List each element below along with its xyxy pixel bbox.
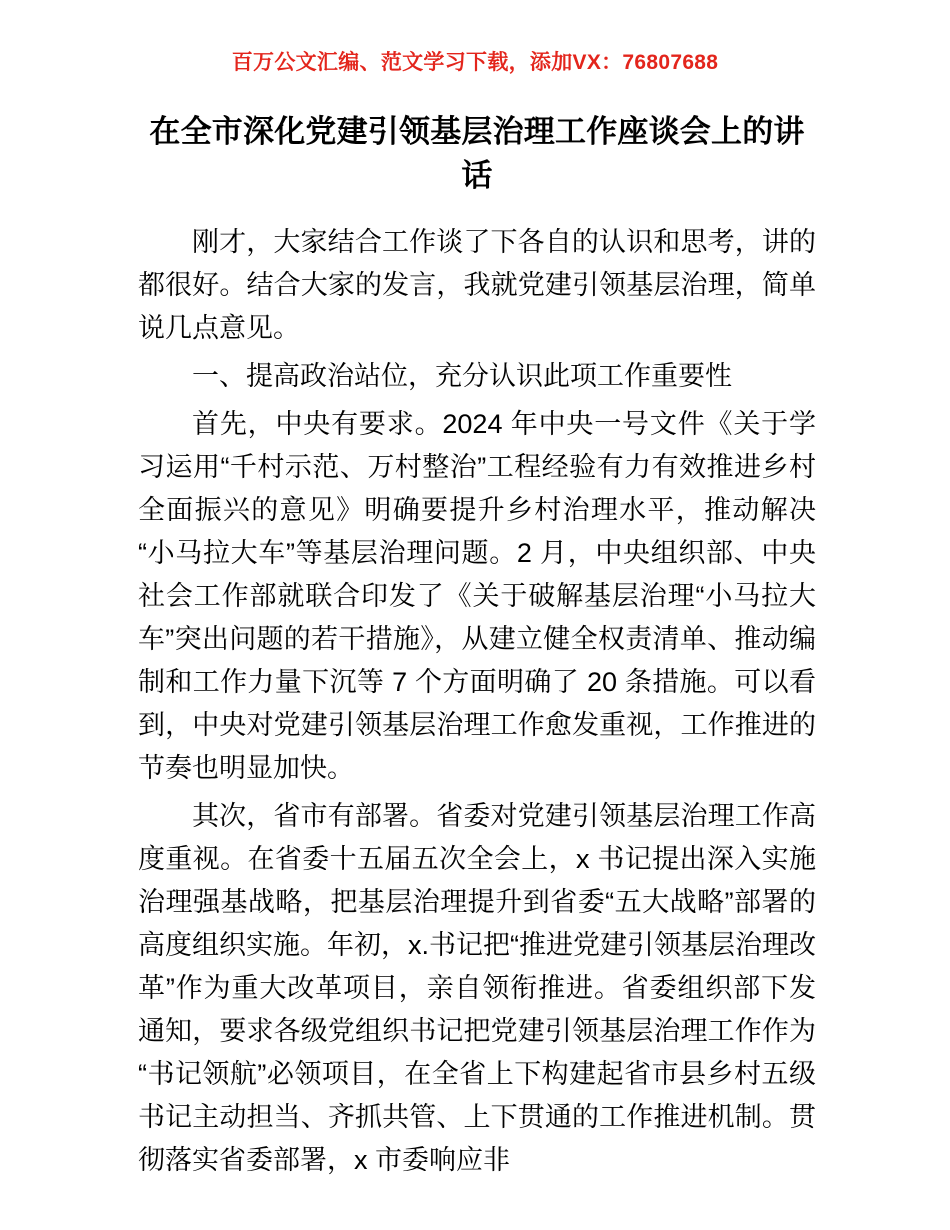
- promo-banner: [0, 52, 950, 73]
- paragraph-section1-first: 首先，中央有要求。2024 年中央一号文件《关于学习运用“千村示范、万村整治”工程经验有力有效推进乡村全面振兴的意见》明确要提升乡村治理水平，推动解决“小马拉大车”等基层治理问题。2 月，中央组织部、中央社会工作部就联合印发了《关于破解基层治理“小马拉大车”突出问题的若干措施》，从建立健全权责清单、推动编制和工作力量下沉等 7 个方面明确了 20 条措施。可以看到，中央对党建引领基层治理工作愈发重视，工作推进的节奏也明显加快。: [138, 409, 816, 783]
- paragraph-section1-second: 其次，省市有部署。省委对党建引领基层治理工作高度重视。在省委十五届五次全会上，x 书记提出深入实施治理强基战略，把基层治理提升到省委“五大战略”部署的高度组织实施。年初，x.书记把“推进党建引领基层治理改革”作为重大改革项目，亲自领衔推进。省委组织部下发通知，要求各级党组织书记把党建引领基层治理工作作为“书记领航”必领项目，在全省上下构建起省市县乡村五级书记主动担当、齐抓共管、上下贯通的工作推进机制。贯彻落实省委部署，x 市委响应非: [138, 801, 816, 1175]
- paragraph-intro: 刚才，大家结合工作谈了下各自的认识和思考，讲的都很好。结合大家的发言，我就党建引领基层治理，简单说几点意见。: [138, 227, 816, 343]
- title-spacer: [138, 202, 816, 221]
- document-content: [138, 110, 816, 1182]
- document-title: 在全市深化党建引领基层治理工作座谈会上的讲话: [149, 114, 805, 193]
- section-heading-1: 一、提高政治站位，充分认识此项工作重要性: [192, 361, 732, 391]
- promo-banner-text: 百万公文汇编、范文学习下载，添加VX：76807688: [231, 51, 719, 74]
